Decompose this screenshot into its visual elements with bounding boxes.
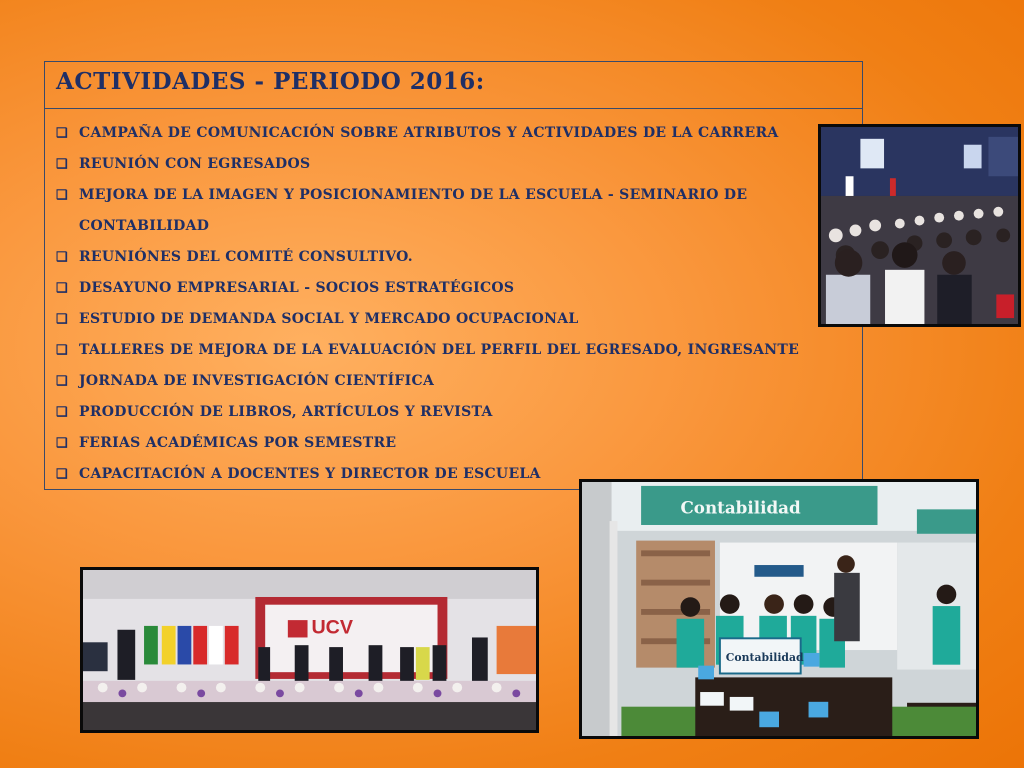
list-item xyxy=(56,366,839,397)
checkbox-bullet-icon: ❏ xyxy=(56,405,68,420)
list-item-text: REUNIÓNES DEL COMITÉ CONSULTIVO. xyxy=(79,249,413,265)
checkbox-bullet-icon: ❏ xyxy=(56,467,68,482)
list-item-text: JORNADA DE INVESTIGACIÓN CIENTÍFICA xyxy=(79,373,435,389)
checkbox-bullet-icon: ❏ xyxy=(56,126,68,141)
list-item xyxy=(56,149,839,180)
checkbox-bullet-icon: ❏ xyxy=(56,250,68,265)
booth-sign-text: Contabilidad xyxy=(680,497,801,518)
checkbox-bullet-icon: ❏ xyxy=(56,281,68,296)
list-item xyxy=(56,273,839,304)
list-item-text: CAPACITACIÓN A DOCENTES Y DIRECTOR DE ESCUELA xyxy=(79,466,541,482)
ceremony-photo xyxy=(80,567,539,733)
list-item xyxy=(56,335,839,366)
page-title: ACTIVIDADES - PERIODO 2016: xyxy=(45,62,862,109)
list-item xyxy=(56,242,839,273)
checkbox-bullet-icon: ❏ xyxy=(56,157,68,172)
activities-list xyxy=(56,118,839,490)
desk-sign-text: Contabilidad xyxy=(725,650,804,664)
list-item-text: CAMPAÑA DE COMUNICACIÓN SOBRE ATRIBUTOS Y ACTIVIDADES DE LA CARRERA xyxy=(79,125,779,141)
list-item-text: DESAYUNO EMPRESARIAL - SOCIOS ESTRATÉGICOS xyxy=(79,280,515,296)
list-item xyxy=(56,180,839,242)
list-item xyxy=(56,118,839,149)
booth-photo xyxy=(579,479,979,739)
list-item-text: TALLERES DE MEJORA DE LA EVALUACIÓN DEL PERFIL DEL EGRESADO, INGRESANTE xyxy=(79,342,800,358)
list-item-text: ESTUDIO DE DEMANDA SOCIAL Y MERCADO OCUPACIONAL xyxy=(79,311,579,327)
ucv-banner-text: UCV xyxy=(311,616,354,639)
list-item xyxy=(56,397,839,428)
list-item xyxy=(56,304,839,335)
checkbox-bullet-icon: ❏ xyxy=(56,188,68,203)
checkbox-bullet-icon: ❏ xyxy=(56,312,68,327)
list-item-text: FERIAS ACADÉMICAS POR SEMESTRE xyxy=(79,435,397,451)
checkbox-bullet-icon: ❏ xyxy=(56,343,68,358)
list-item-text: MEJORA DE LA IMAGEN Y POSICIONAMIENTO DE LA ESCUELA - SEMINARIO DE CONTABILIDAD xyxy=(79,187,748,234)
list-item-text: PRODUCCIÓN DE LIBROS, ARTÍCULOS Y REVISTA xyxy=(79,404,493,420)
list-item xyxy=(56,428,839,459)
list-item-text: REUNIÓN CON EGRESADOS xyxy=(79,156,311,172)
checkbox-bullet-icon: ❏ xyxy=(56,374,68,389)
activities-panel xyxy=(44,61,863,490)
checkbox-bullet-icon: ❏ xyxy=(56,436,68,451)
seminar-photo xyxy=(818,124,1021,327)
